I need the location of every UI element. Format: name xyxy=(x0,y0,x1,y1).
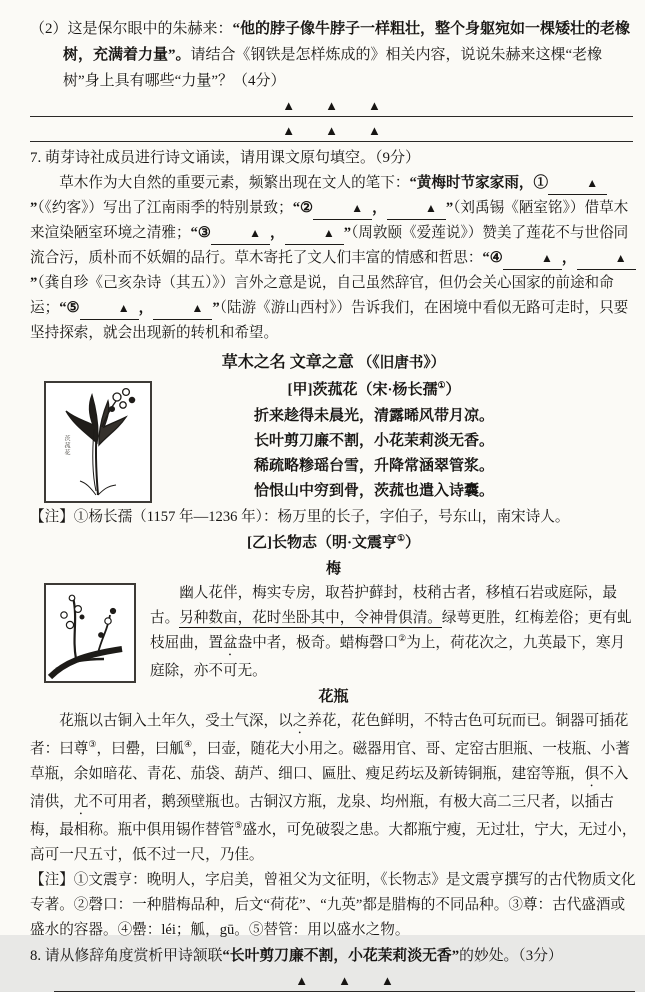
triangle-mark: ▲ xyxy=(338,973,351,988)
fill-blank xyxy=(80,297,139,320)
text-segment: ，曰罍，曰觚 xyxy=(96,741,185,757)
triangle-mark: ▲ xyxy=(322,226,335,240)
triangle-mark: ▲ xyxy=(424,201,437,215)
passage-yi-note: 【注】①文震亨：晚明人，字启美，曾祖父为文征明，《长物志》是文震亨撰写的古代物质文化专著。②磬口：一种腊梅品种，后文“荷花”、“九英”都是腊梅的不同品种。③尊：古代盛酒或盛水的容器。④罍：léi；觚，gū。⑤替管：用以盛水之物。 xyxy=(30,872,636,938)
triangle-mark: ▲ xyxy=(249,226,262,240)
text-segment: ） xyxy=(405,535,421,551)
note-ref-mark: ② xyxy=(398,633,407,644)
mei-section-title: 梅 xyxy=(325,561,341,577)
answer-line-1 xyxy=(30,96,633,117)
reading-passage xyxy=(30,350,637,943)
plum-branch-illustration xyxy=(44,583,136,683)
text-segment: 不入清供， xyxy=(30,766,629,810)
quoted-fill-3 xyxy=(191,225,351,241)
triangle-mark: ▲ xyxy=(367,98,381,113)
text-segment: ” xyxy=(30,275,38,291)
triangle-mark: ▲ xyxy=(541,251,553,265)
underlined-sentence: 另种数亩，花时坐卧其中，令神骨俱清。 xyxy=(179,610,442,626)
text-segment: 幽人花伴，梅实专房，取苔护藓封，枝稍古者，移植石岩或庭际，最古。 xyxy=(150,585,618,626)
text-segment: ， xyxy=(372,200,387,216)
question-7-paragraph xyxy=(30,171,637,346)
emphasized-char: 之 xyxy=(292,713,308,729)
fill-blank xyxy=(548,172,607,195)
emphasized-char: 俱 xyxy=(584,766,600,782)
text-segment: （《约客》）写出了江南雨季的特别景致； xyxy=(37,200,293,216)
emphasized-char: 尤 xyxy=(73,794,89,810)
question-8 xyxy=(30,944,637,969)
text-segment: 绿萼更胜，红梅差俗；更有虬枝屈曲，置 xyxy=(150,610,632,651)
text-segment: 草木作为大自然的重要元素，频繁出现在文人的笔下： xyxy=(59,175,410,191)
cigu-flower-illustration xyxy=(44,381,152,503)
triangle-mark: ▲ xyxy=(295,973,309,988)
question-7 xyxy=(30,146,637,346)
text-segment: 为上，荷花次之，九英最下，寒月庭除，亦不可无。 xyxy=(150,635,626,679)
triangle-mark: ▲ xyxy=(325,98,338,113)
fill-blank xyxy=(285,222,344,245)
text-segment: （2）这是保尔眼中的朱赫来： xyxy=(30,21,233,37)
quoted-poem-line: “长叶剪刀廉不割，小花茉莉淡无香” xyxy=(222,948,460,964)
quoted-fill-2 xyxy=(293,200,453,216)
note-ref-mark: ① xyxy=(437,380,446,390)
text-segment: ” xyxy=(343,225,351,241)
fill-blank xyxy=(577,247,636,270)
plum-branch-drawing xyxy=(46,585,134,681)
fill-blank xyxy=(313,197,372,220)
question-8-text xyxy=(30,944,637,969)
poem-jia-note: 【注】①杨长孺（1157 年—1236 年）：杨万里的长子，字伯子，号东山，南宋诗人。 xyxy=(30,509,570,525)
text-segment: ” xyxy=(212,300,220,316)
text-segment: （周敦颐《爱莲说》）赞美了莲花不与世俗同流合污，质朴而不妖媚的品行。草木寄托了文人们丰富的情感和哲思： xyxy=(30,225,629,266)
triangle-mark: ▲ xyxy=(586,176,599,190)
note-ref-mark: ④ xyxy=(184,739,193,750)
text-segment: 的妙处。（3分） xyxy=(459,948,563,964)
text-segment: ， xyxy=(561,250,577,266)
answer-line-2 xyxy=(30,121,633,142)
question-2 xyxy=(30,16,637,94)
text-segment: ，曰壶，随花大小用之。磁器用官、哥、定窑古胆瓶、一枝瓶、小蓍草瓶，余如暗花、青花、茄袋、葫芦、细口、匾肚、瘦足药坛及新铸铜瓶，建窑等瓶， xyxy=(30,741,630,782)
text-segment: 花瓶以古铜入土年久，受土气深，以 xyxy=(59,713,293,729)
vase-paragraph xyxy=(30,709,637,868)
text-segment: “③ xyxy=(190,225,211,241)
poem-line-3: 稀疏略糁瑶台雪，升降常涵翠管浆。 xyxy=(253,458,494,474)
text-segment: ） xyxy=(445,382,461,398)
text-segment: ， xyxy=(270,225,285,241)
triangle-mark: ▲ xyxy=(282,123,296,138)
text-segment: “② xyxy=(292,200,314,216)
text-segment: [乙]长物志（明·文震亨 xyxy=(246,535,397,551)
triangle-mark: ▲ xyxy=(117,301,130,315)
text-segment: 不可用者，鹅颈壁瓶也。古铜汉方瓶，龙泉、均州瓶，有极大高二三尺者，以插古梅，最相称。瓶中俱用锡作替管 xyxy=(30,794,614,838)
text-segment: （刘禹锡《陋室铭》）借草木来渲染陋室环境之清雅； xyxy=(30,200,629,241)
text-segment: [甲]茨菰花（宋·杨长孺 xyxy=(287,382,438,398)
passage-yi-header xyxy=(30,531,637,556)
fill-blank xyxy=(503,247,562,270)
text-segment: 8. 请从修辞角度赏析甲诗颔联 xyxy=(30,948,223,964)
answer-line-3 xyxy=(54,971,635,992)
poem-line-2: 长叶剪刀廉不割，小花茉莉淡无香。 xyxy=(253,433,494,449)
triangle-mark: ▲ xyxy=(367,123,381,138)
passage-title xyxy=(30,350,637,376)
text-segment: “黄梅时节家家雨，① xyxy=(409,175,549,191)
triangle-mark: ▲ xyxy=(325,123,338,138)
question-7-stem: 7. 萌芽诗社成员进行诗文诵读，请用课文原句填空。（9分） xyxy=(30,150,421,166)
note-ref-mark: ③ xyxy=(88,739,97,750)
triangle-mark: ▲ xyxy=(282,98,296,113)
fill-blank xyxy=(211,222,270,245)
emphasized-char: 盆 xyxy=(222,635,238,651)
text-segment: “④ xyxy=(482,250,503,266)
text-segment: 盎中者，极奇。蜡梅磬口 xyxy=(237,635,399,651)
text-segment: 盛水，可免破裂之患。大都瓶宁瘦，无过壮，宁大，无过小，高可一尺五寸，低不过一尺，乃佳。 xyxy=(30,822,637,863)
text-segment: ” xyxy=(445,200,454,216)
text-segment: （龚自珍《己亥杂诗（其五）》）言外之意是说，自己虽然辞官，但仍会关心国家的前途和命运； xyxy=(30,275,614,316)
vase-section-title: 花瓶 xyxy=(318,689,349,705)
poem-line-4: 恰恨山中穷到骨，茨菰也遣入诗囊。 xyxy=(253,483,494,499)
quoted-fill-5 xyxy=(59,300,219,316)
passage-title-source: （《旧唐书》） xyxy=(357,355,446,371)
text-segment: “⑤ xyxy=(59,300,80,316)
note-ref-mark: ① xyxy=(396,533,406,543)
question-2-text xyxy=(30,16,637,94)
passage-title-text: 草木之名 文章之意 xyxy=(221,354,354,371)
fill-blank xyxy=(153,297,212,320)
illustration-caption: 茨菰花 xyxy=(63,434,69,456)
quoted-novel-text: “他的脖子像牛脖子一样粗壮，整个身躯宛如一棵矮壮的老橡树，充满着力量”。 xyxy=(63,21,631,63)
fill-blank xyxy=(387,197,446,220)
poem-jia-block xyxy=(30,378,637,504)
mei-block xyxy=(30,581,637,684)
triangle-mark: ▲ xyxy=(614,251,627,265)
triangle-mark: ▲ xyxy=(380,973,394,988)
text-segment: ， xyxy=(138,300,154,316)
triangle-mark: ▲ xyxy=(191,301,204,315)
triangle-mark: ▲ xyxy=(351,201,364,215)
text-segment: 请结合《钢铁是怎样炼成的》相关内容，说说朱赫来这棵“老橡树”身上具有哪些“力量”？（4分） xyxy=(63,47,603,89)
text-segment: ” xyxy=(30,200,38,216)
poem-line-1: 折来趁得未晨光，清露晞风带月凉。 xyxy=(253,408,494,424)
text-segment: （陆游《游山西村》）告诉我们，在困境中看似无路可走时，只要坚持探索，就会出现新的转机和希望。 xyxy=(30,300,629,341)
note-ref-mark: ⑤ xyxy=(234,820,243,831)
text-segment: 养花，花色鲜明，不特古色可玩而已。铜器可插花者：曰尊 xyxy=(30,713,629,757)
